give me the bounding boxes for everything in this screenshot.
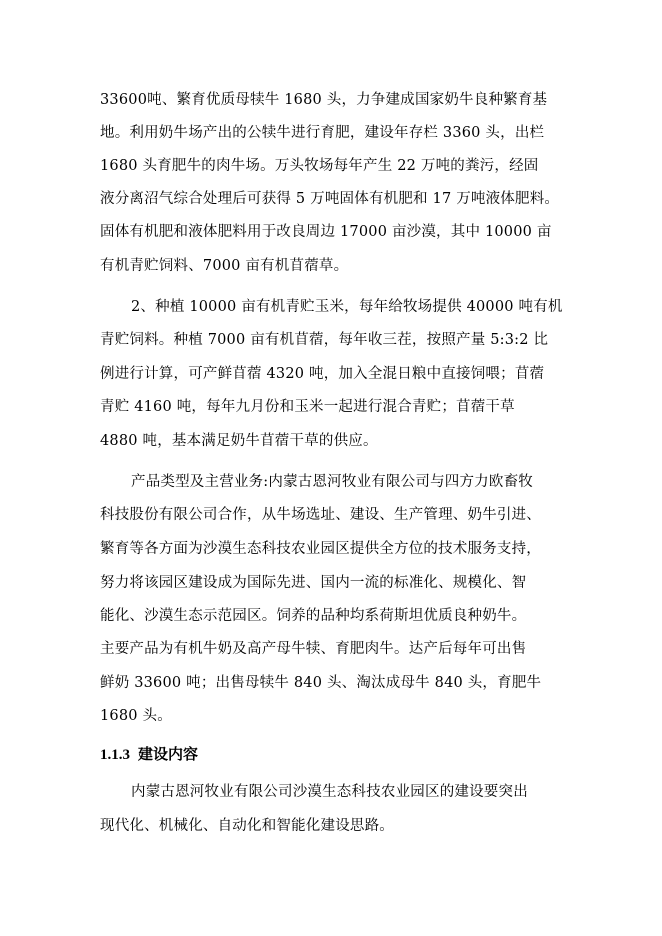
text-line: 地。利用奶牛场产出的公犊牛进行育肥，建设年存栏 3360 头，出栏 bbox=[100, 125, 545, 141]
text-line: 2、种植 10000 亩有机青贮玉米，每年给牧场提供 40000 吨有机 bbox=[131, 299, 563, 315]
text-line: 固体有机肥和液体肥料用于改良周边 17000 亩沙漠，其中 10000 亩 bbox=[100, 224, 552, 240]
text-line: 1680 头。 bbox=[100, 708, 172, 724]
text-line: 繁育等各方面为沙漠生态科技农业园区提供全方位的技术服务支持， bbox=[100, 541, 541, 557]
text-line: 例进行计算，可产鲜苜蓿 4320 吨，加入全混日粮中直接饲喂；苜蓿 bbox=[100, 366, 545, 382]
text-line: 能化、沙漠生态示范园区。饲养的品种均系荷斯坦优质良种奶牛。 bbox=[100, 608, 527, 624]
text-line: 内蒙古恩河牧业有限公司沙漠生态科技农业园区的建设要突出 bbox=[131, 784, 528, 800]
text-line: 4880 吨，基本满足奶牛苜蓿干草的供应。 bbox=[100, 433, 378, 449]
text-line: 科技股份有限公司合作，从牛场选址、建设、生产管理、奶牛引进、 bbox=[100, 507, 541, 523]
text-line: 1680 头育肥牛的肉牛场。万头牧场每年产生 22 万吨的粪污，经固 bbox=[100, 158, 539, 174]
text-line: 产品类型及主营业务:内蒙古恩河牧业有限公司与四方力欧畜牧 bbox=[131, 474, 533, 490]
text-line: 液分离沼气综合处理后可获得 5 万吨固体有机肥和 17 万吨液体肥料。 bbox=[100, 191, 560, 207]
text-line: 有机青贮饲料、7000 亩有机苜蓿草。 bbox=[100, 258, 349, 274]
text-line: 主要产品为有机牛奶及高产母牛犊、育肥肉牛。达产后每年可出售 bbox=[100, 641, 527, 657]
text-line: 青贮饲料。种植 7000 亩有机苜蓿，每年收三茬，按照产量 5:3:2 比 bbox=[100, 332, 549, 348]
section-title: 建设内容 bbox=[138, 745, 199, 763]
section-heading bbox=[100, 744, 198, 765]
text-line: 努力将该园区建设成为国际先进、国内一流的标准化、规模化、智 bbox=[100, 575, 527, 591]
section-number: 1.1.3 bbox=[100, 747, 130, 763]
text-line: 青贮 4160 吨，每年九月份和玉米一起进行混合青贮；苜蓿干草 bbox=[100, 399, 515, 415]
text-line: 33600吨、繁育优质母犊牛 1680 头，力争建成国家奶牛良种繁育基 bbox=[100, 92, 548, 108]
text-line: 现代化、机械化、自动化和智能化建设思路。 bbox=[100, 818, 394, 834]
text-line: 鲜奶 33600 吨；出售母犊牛 840 头、淘汰成母牛 840 头，育肥牛 bbox=[100, 675, 542, 691]
